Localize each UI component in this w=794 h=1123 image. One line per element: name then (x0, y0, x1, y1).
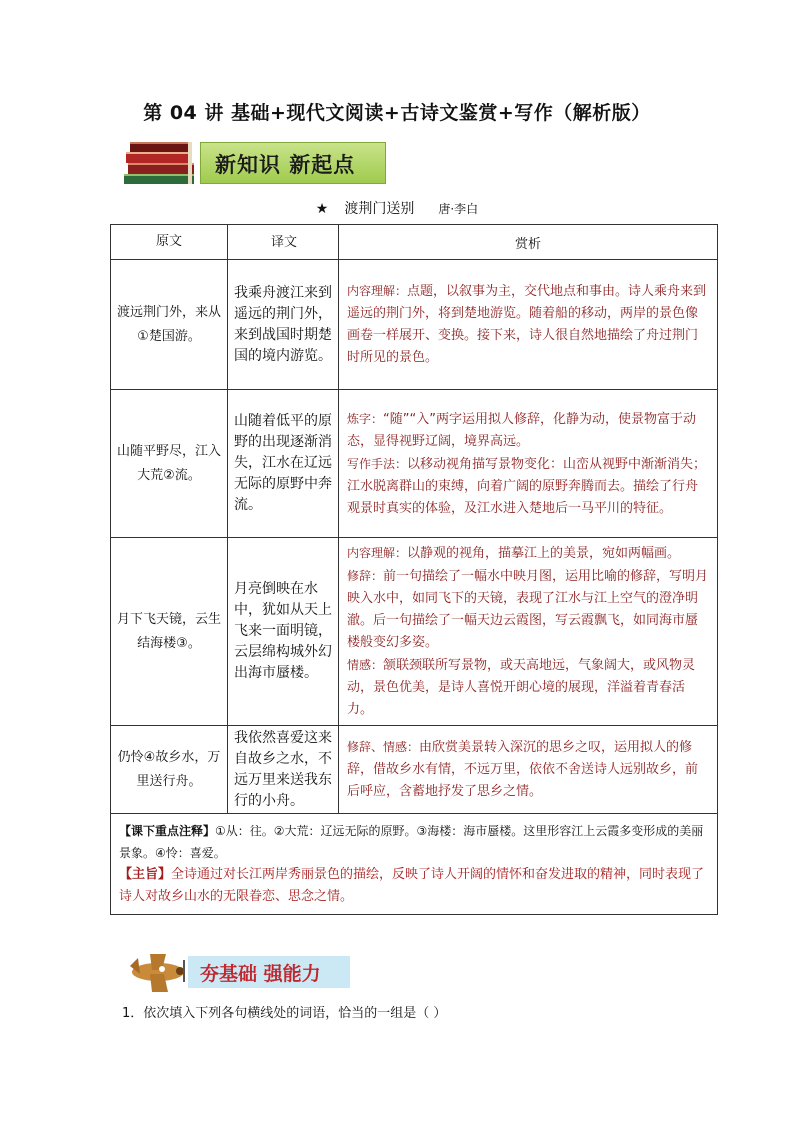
notes-row (111, 814, 718, 915)
page-title: 第 04 讲 基础+现代文阅读+古诗文鉴赏+写作（解析版） (143, 102, 651, 124)
table-header-row (111, 225, 718, 260)
poem-analysis-table (110, 224, 718, 915)
analysis-text: “随”“入”两字运用拟人修辞，化静为动，使景物富于动态，显得视野辽阔，境界高远。 (347, 411, 696, 449)
theme-label: 【主旨】 (119, 867, 172, 882)
section-banner-new-knowledge (122, 140, 384, 186)
analysis-text: 以静观的视角，描摹江上的美景，宛如两幅画。 (407, 546, 681, 561)
analysis-label: 写作手法： (347, 456, 408, 471)
question-1: 1．依次填入下列各句横线处的词语，恰当的一组是（ ） (122, 1006, 447, 1021)
analysis-label: 炼字： (347, 411, 384, 426)
analysis-text: 前一句描绘了一幅水中映月图，运用比喻的修辞，写明月映入水中，如同飞下的天镜，表现了江水与江上空气的澄净明澈。后一句描绘了一幅天边云霞图，写云霞飘飞，如同海市蜃楼般变幻多姿。 (347, 569, 709, 650)
notes-cell (111, 814, 718, 915)
translation-text: 我依然喜爱这来自故乡之水，不远万里来送我东行的小舟。 (228, 726, 339, 814)
column-header-analysis: 赏析 (339, 225, 718, 260)
banner-label: 夯基础 强能力 (200, 963, 321, 985)
original-text: 月下飞天镜，云生结海楼③。 (111, 538, 228, 726)
banner-label: 新知识 新起点 (215, 153, 356, 177)
section-banner-foundation (118, 944, 358, 996)
analysis-label: 内容理解： (347, 284, 408, 298)
theme-text: 全诗通过对长江两岸秀丽景色的描绘，反映了诗人开阔的情怀和奋发进取的精神，同时表现了诗人对故乡山水的无限眷恋、思念之情。 (119, 867, 705, 904)
analysis-label: 情感： (347, 658, 384, 672)
analysis-cell (339, 390, 718, 538)
analysis-cell (339, 726, 718, 814)
analysis-label: 内容理解： (347, 546, 408, 560)
translation-text: 我乘舟渡江来到遥远的荆门外，来到战国时期楚国的境内游览。 (228, 260, 339, 390)
table-row (111, 538, 718, 726)
poem-author: 唐·李白 (438, 202, 479, 216)
analysis-text: 点题，以叙事为主，交代地点和事由。诗人乘舟来到遥远的荆门外，将到楚地游览。随着船的移动，两岸的景色像画卷一样展开、变换。接下来，诗人很自然地描绘了舟过荆门时所见的景色。 (347, 284, 707, 365)
star-icon: ★ (315, 201, 329, 217)
analysis-cell (339, 538, 718, 726)
table-row (111, 726, 718, 814)
analysis-label: 修辞、情感： (347, 740, 420, 754)
table-row (111, 390, 718, 538)
column-header-original: 原文 (111, 225, 228, 260)
analysis-text: 由欣赏美景转入深沉的思乡之叹，运用拟人的修辞，借故乡水有情，不远万里，依依不舍送诗人远别故乡，前后呼应，含蓄地抒发了思乡之情。 (347, 740, 699, 799)
notes-text: ①从：往。②大荒：辽远无际的原野。③海楼：海市蜃楼。这里形容江上云霞多变形成的美丽景象。④怜：喜爱。 (119, 824, 704, 860)
banner-label-box (200, 142, 386, 184)
column-header-translation: 译文 (228, 225, 339, 260)
analysis-text: 以移动视角描写景物变化：山峦从视野中渐渐消失；江水脱离群山的束缚，向着广阔的原野奔腾而去。描绘了行舟观景时真实的体验，及江水进入楚地后一马平川的特征。 (347, 456, 707, 516)
analysis-text: 颔联颈联所写景物，或天高地远，气象阔大，或风物灵动，景色优美，是诗人喜悦开朗心境的展现，洋溢着青春活力。 (347, 658, 696, 717)
airplane-icon (122, 944, 192, 996)
translation-text: 山随着低平的原野的出现逐渐消失，江水在辽远无际的原野中奔流。 (228, 390, 339, 538)
banner-label-box (188, 956, 350, 988)
original-text: 山随平野尽，江入大荒②流。 (111, 390, 228, 538)
table-row (111, 260, 718, 390)
original-text: 仍怜④故乡水，万里送行舟。 (111, 726, 228, 814)
translation-text: 月亮倒映在水中，犹如从天上飞来一面明镜，云层绵构城外幻出海市蜃楼。 (228, 538, 339, 726)
notes-label: 【课下重点注释】 (119, 824, 216, 838)
analysis-cell (339, 260, 718, 390)
poem-title: 渡荆门送别 (344, 201, 415, 217)
books-icon (122, 140, 202, 186)
poem-heading (0, 198, 794, 218)
analysis-label: 修辞： (347, 569, 384, 583)
original-text: 渡远荆门外，来从①楚国游。 (111, 260, 228, 390)
